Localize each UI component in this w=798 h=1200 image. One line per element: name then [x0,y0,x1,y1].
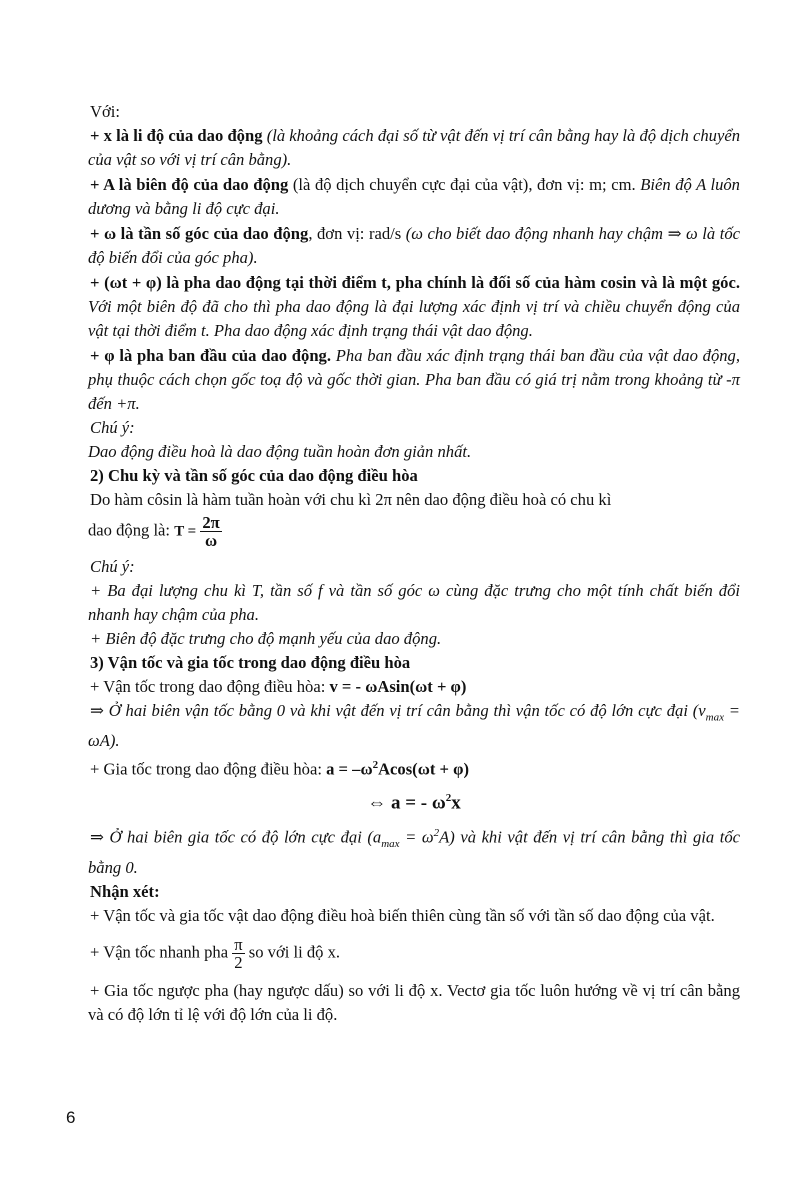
para-acceleration [88,753,740,782]
x-def-bold: + x là li độ của dao động [90,126,263,145]
voi-text: Với: [90,102,120,121]
do-ham-text: Do hàm côsin là hàm tuần hoàn với chu kì 2π nên dao động điều hoà có chu kì [90,490,612,509]
velocity-prefix: + Vận tốc trong dao động điều hòa: [90,677,330,696]
phi-def-bold: + φ là pha ban đầu của dao động. [90,346,332,365]
chu-y-2-label: Chú ý: [90,557,135,576]
nx2-fraction [232,936,244,971]
period-numerator: 2π [202,513,220,532]
acceleration-prefix: + Gia tốc trong dao động điều hòa: [90,759,327,779]
section-heading-3 [88,651,740,675]
chu-y-1-text [88,440,740,464]
voi-label [88,100,740,124]
para-do-ham [88,488,740,512]
A-def-italic: Biên độ A luôn dương và bằng li độ cực đại. [88,175,740,218]
page-number: 6 [66,1108,76,1127]
acc-note-mid: = ω [399,827,434,847]
acceleration-centered-formula [88,786,740,815]
nx2-numerator: π [234,935,243,955]
heading-3-text: 3) Vận tốc và gia tốc trong dao động điều hòa [90,653,411,672]
chu-y-2-b [88,627,740,651]
velocity-formula: v = - ωAsin(ωt + φ) [329,677,467,696]
velocity-note-text: ⇒ Ở hai biên vận tốc bằng 0 và khi vật đến vị trí cân bằng thì vận tốc có độ lớn cực đại (v [90,701,706,720]
period-fraction [200,514,221,549]
para-A [88,173,740,221]
nx2-suffix: so với li độ x. [248,942,341,962]
velocity-note-end: = ωA). [88,701,741,751]
acc-center-2: x [451,792,461,814]
omega-def-italic: (ω cho biết dao động nhanh hay chậm ⇒ ω là tốc độ biến đổi của góc pha). [88,224,740,267]
A-def-normal: (là độ dịch chuyển cực đại của vật), đơn vị: m; cm. [288,175,636,194]
acceleration-formula-1: a = –ω [326,759,373,779]
para-acceleration-note [88,821,740,880]
page-body [88,100,740,1027]
nx2-denominator: 2 [234,953,243,973]
chu-y-1-body: Dao động điều hoà là dao động tuần hoàn đơn giản nhất. [88,442,472,461]
chu-y-2-b-text: + Biên độ đặc trưng cho độ mạnh yếu của dao động. [90,629,442,648]
omega-def-normal: , đơn vị: rad/s [308,224,402,243]
para-x [88,124,740,172]
acceleration-formula-sup: 2 [372,759,379,772]
A-def-bold: + A là biên độ của dao động [90,175,289,194]
chu-y-2 [88,555,740,579]
chu-y-1-label: Chú ý: [90,418,135,437]
acc-note-sub: max [381,838,400,851]
para-velocity-note [88,699,740,753]
para-nx2 [88,936,740,971]
acc-note-sup: 2 [433,827,440,840]
phi-def-italic: Pha ban đầu xác định trạng thái ban đầu của vật dao động, phụ thuộc cách chọn gốc toạ độ và gốc thời gian. Pha ban đầu có giá trị nằm trong khoảng từ -π đến +π. [88,346,740,413]
velocity-note-sub: max [705,711,724,724]
chu-y-2-a-text: + Ba đại lượng chu kì T, tần số f và tần số góc ω cùng đặc trưng cho một tính chất biến đổi nhanh hay chậm của pha. [88,581,740,624]
nhan-xet-heading [88,880,740,904]
phase-def-italic: Với một biên độ đã cho thì pha dao động là đại lượng xác định vị trí và chiều chuyển động của vật tại thời điểm t. Pha dao động xác định trạng thái vật dao động. [88,297,740,340]
para-omega [88,222,740,270]
chu-y-2-a [88,579,740,627]
chu-y-1 [88,416,740,440]
para-phi [88,344,740,416]
nx3-text: + Gia tốc ngược pha (hay ngược dấu) so với li độ x. Vectơ gia tốc luôn hướng về vị trí cân bằng và có độ lớn tỉ lệ với độ lớn của li độ. [88,981,740,1025]
para-velocity [88,675,740,699]
heading-2-text: 2) Chu kỳ và tần số góc của dao động điều hòa [90,466,418,485]
section-heading-2 [88,464,740,488]
nx2-prefix: + Vận tốc nhanh pha [90,942,233,962]
para-nx1 [88,904,740,928]
period-T: T = [174,523,197,540]
acc-note-text: ⇒ Ở hai biên gia tốc có độ lớn cực đại (a [90,827,382,847]
acc-center-1: ⇔ a = - ω [367,792,446,814]
phase-def-bold: + (ωt + φ) là pha dao động tại thời điểm t, pha chính là đối số của hàm cosin và là một góc. [90,273,740,292]
period-prefix: dao động là: [88,520,175,540]
nhan-xet-text: Nhận xét: [90,882,160,902]
omega-def-bold: + ω là tần số góc của dao động [90,224,309,243]
acceleration-formula-2: Acos(ωt + φ) [378,759,469,779]
x-def-italic: (là khoảng cách đại số từ vật đến vị trí cân bằng hay là độ dịch chuyển của vật so với vị trí cân bằng). [88,126,740,169]
para-phase [88,271,740,343]
nx1-text: + Vận tốc và gia tốc vật dao động điều hoà biến thiên cùng tần số với tần số dao động của vật. [90,906,715,926]
period-denominator: ω [205,531,218,550]
para-period [88,514,740,549]
acc-note-end: A) và khi vật đến vị trí cân bằng thì gia tốc bằng 0. [88,827,740,878]
acc-center-sup: 2 [445,791,452,804]
para-nx3 [88,979,740,1027]
